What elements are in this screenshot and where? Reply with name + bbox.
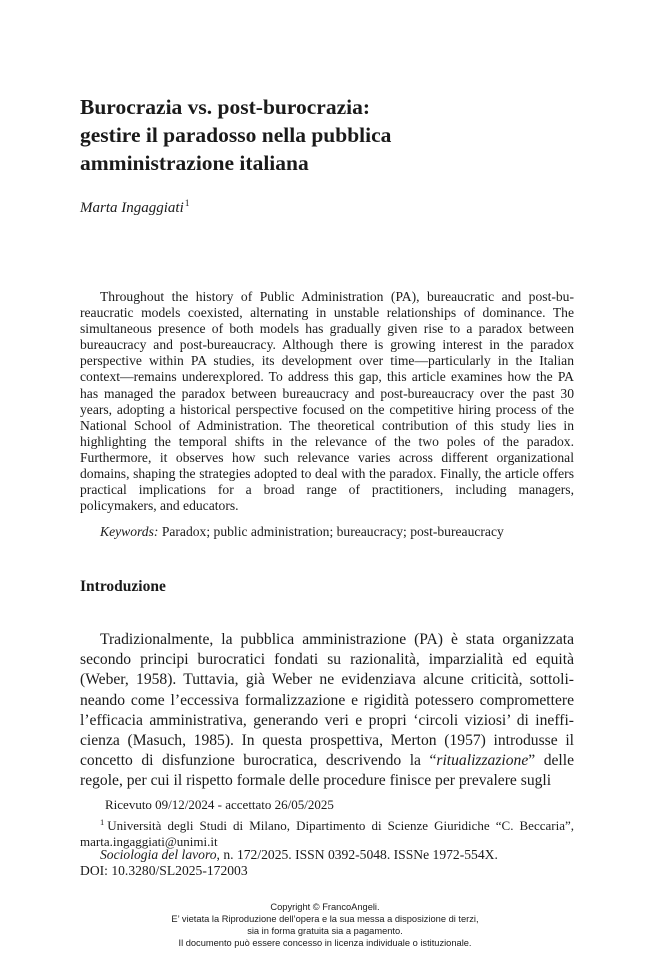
abstract-text: Throughout the history of Public Administration (PA), bureaucratic and post-bureaucratic models coexisted, alternating in unstable relationships of dominance. The simultaneous presence of both models has gradually given rise to a paradox between bureaucracy and post-bureaucracy. Although there is growing interest in the paradox perspective within PA studies, its development over time—particularly in the Italian context—remains underexplored. To address this gap, this article examines how the PA has managed the paradox between bureaucracy and post-bureaucracy over the past 30 years, adopting a historical perspective focused on the competitive hiring process of the National School of Administration. The theoretical contribution of this study lies in highlighting the temporal shifts in the relevance of the two poles of the paradox. Furthermore, it observes how such relevance varies across different organizational domains, shaping the strategies adopted to deal with the paradox. Finally, the article offers practical implications for a broad range of practitioners, including managers, policymakers, and educators. (80, 289, 574, 514)
doi: DOI: 10.3280/SL2025-172003 (80, 863, 248, 878)
article-title-line: amministrazione italiana (80, 151, 309, 175)
journal-name: Sociologia del lavoro (100, 847, 217, 862)
introduction-italic-term: ritualizzazione (436, 752, 529, 770)
footnotes (80, 797, 574, 850)
introduction-paragraph (80, 630, 574, 792)
introduction-body (80, 630, 574, 792)
copyright-line: Il documento può essere concesso in licenza individuale o istituzionale. (178, 938, 472, 948)
citation-details: , n. 172/2025. ISSN 0392-5048. ISSNe 1972-554X. (216, 847, 498, 862)
journal-citation (80, 847, 574, 879)
affiliation-text: Università degli Studi di Milano, Dipartimento di Scienze Giuridiche “C. Beccaria”, marta.ingaggiati@unimi.it (80, 818, 574, 849)
article-title-line: gestire il paradosso nella pubblica (80, 123, 392, 147)
citation-line (80, 847, 574, 863)
keywords-label: Keywords: (100, 524, 159, 539)
copyright-line: Copyright © FrancoAngeli. (270, 902, 380, 912)
author-footnote-marker[interactable]: 1 (184, 199, 190, 209)
copyright-line: E’ vietata la Riproduzione dell’opera e la sua messa a disposizione di terzi, (171, 914, 479, 924)
received-accepted-dates: Ricevuto 09/12/2024 - accettato 26/05/2025 (105, 797, 334, 812)
author-name-block (80, 195, 190, 217)
section-heading-introduction: Introduzione (80, 578, 166, 595)
copyright-line: sia in forma gratuita sia a pagamento. (247, 926, 403, 936)
introduction-text-before: Tradizionalmente, la pubblica amministrazione (PA) è stata organizzata secondo principi burocratici fondati su razionalità, imparzialità ed equità (Weber, 1958). Tuttavia, già Weber ne evidenziava alcune criticità, sottolineando come l’eccessiva formalizzazione e rigidità potessero compromettere l’efficacia amministrativa, generando veri e propri ‘circoli viziosi’ di inefficienza (Masuch, 1985). In questa prospettiva, Merton (1957) introdusse il concetto di disfunzione burocratica, descrivendo la “ (80, 631, 574, 770)
abstract (80, 289, 574, 514)
affiliation-footnote (80, 814, 574, 850)
author-name: Marta Ingaggiati (80, 200, 184, 216)
article-title (80, 93, 580, 177)
introduction-text-after: ” delle regole, per cui il rispetto formale delle procedure finisce per prevalere sugli (80, 752, 575, 790)
copyright-notice (0, 901, 650, 949)
article-title-line: Burocrazia vs. post-burocrazia: (80, 95, 371, 119)
keywords-list: Paradox; public administration; bureaucracy; post-bureaucracy (161, 524, 504, 539)
keywords (100, 524, 504, 540)
affiliation-footnote-marker: 1 (100, 817, 105, 827)
